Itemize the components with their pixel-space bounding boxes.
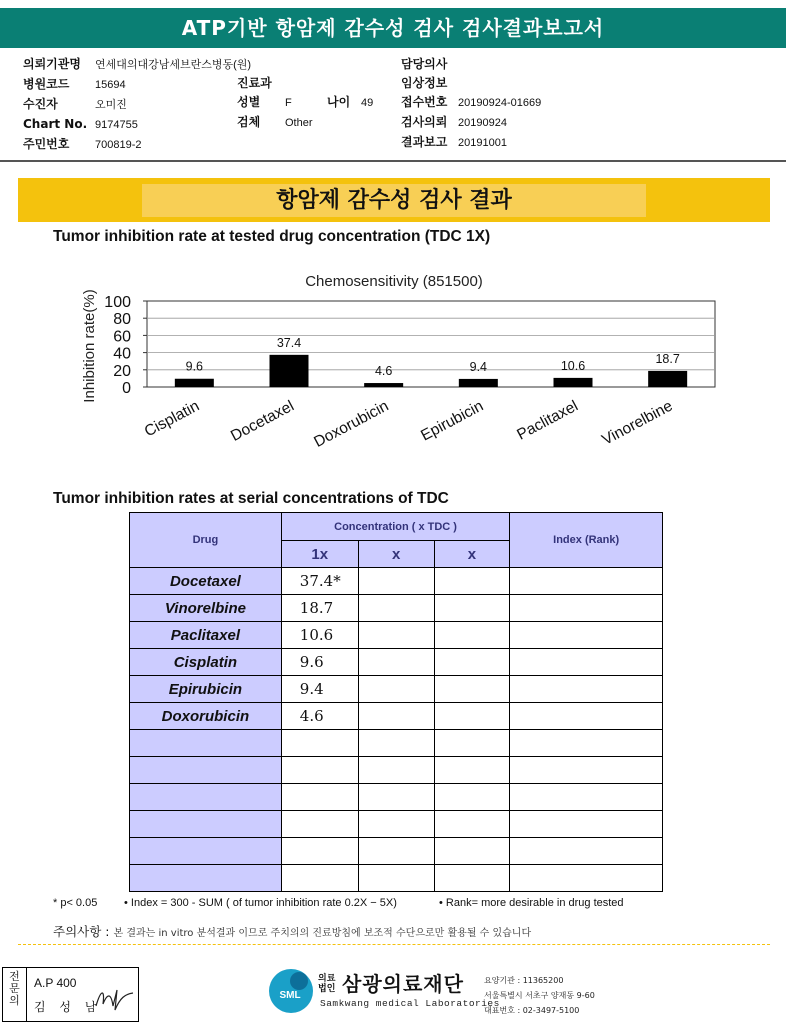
org-type-label (318, 974, 335, 994)
value-x-cell (434, 703, 510, 730)
chart-bar (554, 378, 593, 387)
value-x-cell (434, 784, 510, 811)
chart-title: Chemosensitivity (851500) (305, 273, 483, 290)
specialist-label (3, 968, 27, 1021)
index-cell (510, 568, 663, 595)
drug-name-cell: Paclitaxel (130, 622, 282, 649)
index-cell (510, 757, 663, 784)
value-1x-cell (281, 811, 358, 838)
value-x-cell (358, 595, 434, 622)
index-cell (510, 784, 663, 811)
concentration-header: Concentration ( x TDC ) (281, 513, 510, 541)
chart-data-label: 18.7 (655, 351, 680, 366)
value-1x-cell: 37.4* (281, 568, 358, 595)
requester-value: 연세대의대강남세브란스병동(원) (95, 59, 252, 71)
chart-category-label: Vinorelbine (599, 397, 676, 449)
specimen-value: Other (285, 117, 313, 129)
conc-subheader: x (434, 541, 510, 568)
chart-plot-frame (147, 301, 715, 387)
value-x-cell (434, 622, 510, 649)
value-x-cell (358, 784, 434, 811)
value-x-cell (434, 568, 510, 595)
drug-name-cell: Docetaxel (130, 568, 282, 595)
age-value: 49 (361, 97, 374, 109)
value-x-cell (358, 865, 434, 892)
value-x-cell (358, 730, 434, 757)
table-row (130, 595, 663, 622)
table-row (130, 784, 663, 811)
table-row (130, 703, 663, 730)
result-banner-title: 항암제 감수성 검사 결과 (142, 184, 646, 217)
chart-bars (175, 355, 687, 387)
chart-bar (459, 379, 498, 387)
clinical-label: 임상정보 (401, 76, 448, 90)
value-1x-cell (281, 757, 358, 784)
chart-bar (270, 355, 309, 387)
section1-title: Tumor inhibition rate at tested drug concentration (TDC 1X) (53, 228, 491, 245)
org-code: 요양기관 : 11365200 (484, 976, 564, 985)
value-x-cell (358, 703, 434, 730)
resident-label: 주민번호 (23, 137, 70, 151)
chart-value: 9174755 (95, 119, 138, 131)
report-date-label: 결과보고 (401, 135, 448, 149)
specialist-label-text: 전 문 의 (9, 970, 20, 1007)
chart-data-label: 37.4 (276, 335, 302, 350)
report-title: ATP기반 항암제 감수성 검사 검사결과보고서 (0, 8, 786, 48)
info-col-1 (23, 55, 251, 155)
chart-category-label: Cisplatin (141, 397, 203, 441)
chart-category-label: Doxorubicin (311, 397, 392, 451)
table-row (130, 730, 663, 757)
value-x-cell (358, 649, 434, 676)
footnote-index: • Index = 300 - SUM ( of tumor inhibition rate 0.2X − 5X) (124, 897, 397, 909)
table-row (130, 757, 663, 784)
receipt-value: 20190924-01669 (458, 97, 542, 109)
request-date-label: 검사의뢰 (401, 115, 448, 129)
value-x-cell (358, 811, 434, 838)
value-x-cell (434, 811, 510, 838)
sex-value: F (285, 97, 292, 109)
table-row (130, 865, 663, 892)
signature-box (2, 967, 139, 1022)
index-cell (510, 703, 663, 730)
value-x-cell (434, 676, 510, 703)
index-header: Index (Rank) (510, 513, 663, 568)
org-type-line-2: 법인 (318, 984, 336, 994)
index-cell (510, 730, 663, 757)
sex-label: 성별 (237, 95, 261, 109)
chart-y-tick-label: 100 (104, 294, 131, 311)
caution-note (53, 922, 531, 940)
table-row (130, 649, 663, 676)
chemosensitivity-chart (0, 262, 786, 492)
drug-name-cell (130, 784, 282, 811)
specimen-label: 검체 (237, 115, 261, 129)
org-type-line-1: 의료 (318, 974, 336, 984)
footer-divider (18, 944, 770, 945)
doctor-label: 담당의사 (401, 57, 448, 71)
index-cell (510, 811, 663, 838)
chart-y-ticks (104, 294, 131, 397)
request-date-value: 20190924 (458, 117, 507, 129)
chart-y-tick-label: 40 (113, 345, 131, 363)
chart-bar (648, 371, 687, 387)
chart-y-tick-label: 20 (113, 362, 131, 380)
specialist-name: 김 성 남 (34, 1000, 102, 1014)
info-col-3 (401, 55, 541, 153)
value-x-cell (358, 676, 434, 703)
org-name: 삼광의료재단 (342, 972, 464, 996)
requester-label: 의뢰기관명 (23, 57, 81, 71)
value-x-cell (358, 757, 434, 784)
chart-x-ticks (142, 398, 676, 451)
department-label: 진료과 (237, 76, 272, 90)
org-phone: 대표번호 : 02-3497-5100 (484, 1006, 580, 1015)
chart-y-tick-label: 60 (113, 328, 131, 346)
value-1x-cell: 9.6 (281, 649, 358, 676)
index-cell (510, 865, 663, 892)
drug-name-cell (130, 811, 282, 838)
chart-data-label: 10.6 (560, 358, 586, 373)
results-table (129, 512, 663, 892)
chart-label: Chart No. (23, 117, 88, 131)
chart-bar (364, 383, 403, 387)
section2-title: Tumor inhibition rates at serial concentrations of TDC (53, 490, 449, 507)
drug-name-cell: Doxorubicin (130, 703, 282, 730)
chart-data-label: 9.6 (185, 359, 204, 374)
drug-name-cell: Epirubicin (130, 676, 282, 703)
value-x-cell (358, 622, 434, 649)
value-1x-cell: 18.7 (281, 595, 358, 622)
chart-y-tick-label: 0 (122, 380, 131, 397)
value-x-cell (434, 757, 510, 784)
drug-name-cell (130, 838, 282, 865)
chart-data-label: 4.6 (374, 364, 393, 379)
index-cell (510, 622, 663, 649)
info-divider (0, 160, 786, 162)
value-x-cell (434, 595, 510, 622)
org-contact-info (484, 973, 595, 1018)
chart-category-label: Epirubicin (418, 397, 487, 445)
value-x-cell (358, 568, 434, 595)
chart-bar (175, 379, 214, 387)
footnote-p: * p< 0.05 (53, 897, 98, 909)
chart-category-label: Docetaxel (228, 397, 297, 445)
value-1x-cell (281, 838, 358, 865)
info-col-2 (237, 74, 373, 133)
value-1x-cell: 10.6 (281, 622, 358, 649)
hospital-code-label: 병원코드 (23, 77, 70, 91)
chart-data-label: 9.4 (469, 359, 488, 374)
org-address: 서울특별시 서초구 양재동 9-60 (484, 991, 595, 1000)
sml-logo-text: SML (279, 990, 301, 1001)
drug-name-cell (130, 730, 282, 757)
index-cell (510, 649, 663, 676)
specialist-code: A.P 400 (34, 976, 77, 990)
drug-header: Drug (130, 513, 282, 568)
receipt-label: 접수번호 (401, 95, 448, 109)
sml-logo-icon (268, 968, 314, 1014)
chart-grid (143, 301, 715, 387)
value-1x-cell (281, 730, 358, 757)
chart-y-tick-label: 80 (113, 311, 131, 329)
table-row (130, 838, 663, 865)
value-x-cell (434, 730, 510, 757)
value-1x-cell: 9.4 (281, 676, 358, 703)
value-1x-cell: 4.6 (281, 703, 358, 730)
chart-y-label: Inhibition rate(%) (81, 289, 98, 403)
conc-subheader: 1x (281, 541, 358, 568)
signature-scribble (93, 984, 137, 1014)
value-x-cell (358, 838, 434, 865)
org-english-name: Samkwang medical Laboratories (320, 998, 500, 1009)
patient-label: 수진자 (23, 97, 58, 111)
caution-text: 본 결과는 in vitro 분석결과 이므로 주치의의 진료방침에 보조적 수단으로만 활용될 수 있습니다 (113, 928, 532, 939)
table-row (130, 568, 663, 595)
footnote-rank: • Rank= more desirable in drug tested (439, 897, 624, 909)
index-cell (510, 838, 663, 865)
age-label: 나이 (327, 95, 351, 109)
hospital-code-value: 15694 (95, 79, 126, 91)
drug-name-cell: Vinorelbine (130, 595, 282, 622)
drug-name-cell (130, 757, 282, 784)
chart-data-labels (186, 336, 680, 378)
index-cell (510, 676, 663, 703)
value-x-cell (434, 649, 510, 676)
value-1x-cell (281, 784, 358, 811)
value-x-cell (434, 838, 510, 865)
report-date-value: 20191001 (458, 137, 507, 149)
value-x-cell (434, 865, 510, 892)
results-table-body (130, 568, 663, 892)
value-1x-cell (281, 865, 358, 892)
patient-value: 오미진 (95, 99, 127, 111)
conc-subheader: x (358, 541, 434, 568)
resident-value: 700819-2 (95, 139, 142, 151)
table-row (130, 622, 663, 649)
drug-name-cell: Cisplatin (130, 649, 282, 676)
chart-category-label: Paclitaxel (514, 397, 581, 444)
table-row (130, 811, 663, 838)
caution-label: 주의사항 : (53, 924, 110, 939)
table-row (130, 676, 663, 703)
index-cell (510, 595, 663, 622)
drug-name-cell (130, 865, 282, 892)
